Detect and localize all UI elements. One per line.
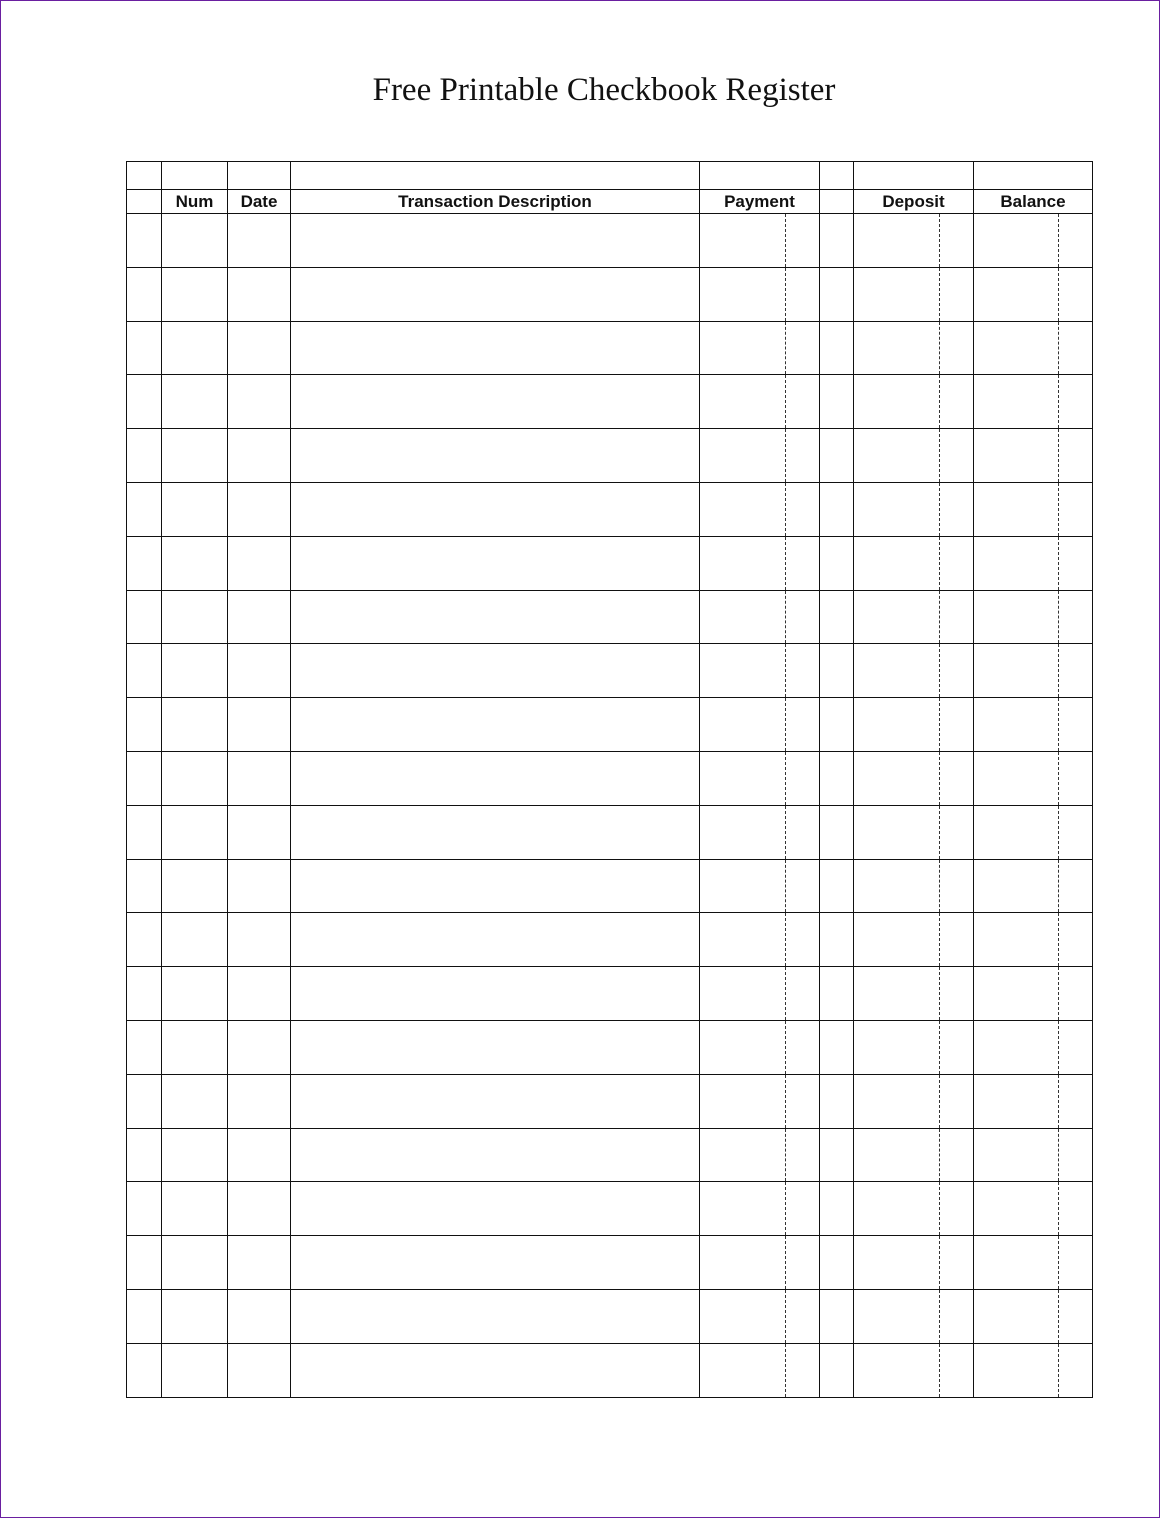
register-entry-row bbox=[127, 644, 1093, 698]
entry-cell-mark[interactable] bbox=[820, 1020, 854, 1074]
entry-cell-check[interactable] bbox=[127, 913, 162, 967]
top-cell-date bbox=[228, 162, 291, 190]
entry-cell-num[interactable] bbox=[162, 1074, 228, 1128]
top-cell-payment bbox=[700, 162, 820, 190]
entry-cell-balance[interactable] bbox=[974, 1020, 1093, 1074]
entry-cell-num[interactable] bbox=[162, 698, 228, 752]
top-cell-deposit bbox=[854, 162, 974, 190]
header-deposit: Deposit bbox=[854, 190, 974, 214]
header-payment: Payment bbox=[700, 190, 820, 214]
cents-divider-line bbox=[1058, 483, 1059, 536]
entry-cell-description[interactable] bbox=[291, 1236, 700, 1290]
entry-cell-num[interactable] bbox=[162, 751, 228, 805]
cents-divider-line bbox=[785, 1290, 786, 1343]
entry-cell-deposit[interactable] bbox=[854, 429, 974, 483]
entry-cell-description[interactable] bbox=[291, 913, 700, 967]
entry-cell-payment[interactable] bbox=[700, 1074, 820, 1128]
entry-cell-date[interactable] bbox=[228, 1128, 291, 1182]
entry-cell-num[interactable] bbox=[162, 375, 228, 429]
entry-cell-check[interactable] bbox=[127, 967, 162, 1021]
entry-cell-check[interactable] bbox=[127, 751, 162, 805]
entry-cell-deposit[interactable] bbox=[854, 967, 974, 1021]
cents-divider-line bbox=[939, 1290, 940, 1343]
top-cell-description bbox=[291, 162, 700, 190]
entry-cell-payment[interactable] bbox=[700, 590, 820, 644]
register-entry-row bbox=[127, 214, 1093, 268]
cents-divider-line bbox=[939, 322, 940, 375]
cents-divider-line bbox=[939, 913, 940, 966]
register-entry-row bbox=[127, 859, 1093, 913]
entry-cell-date[interactable] bbox=[228, 482, 291, 536]
entry-cell-balance[interactable] bbox=[974, 913, 1093, 967]
cents-divider-line bbox=[939, 214, 940, 267]
entry-cell-check[interactable] bbox=[127, 1074, 162, 1128]
cents-divider-line bbox=[785, 752, 786, 805]
entry-cell-balance[interactable] bbox=[974, 1236, 1093, 1290]
entry-cell-description[interactable] bbox=[291, 321, 700, 375]
entry-cell-balance[interactable] bbox=[974, 1128, 1093, 1182]
entry-cell-num[interactable] bbox=[162, 1182, 228, 1236]
cents-divider-line bbox=[785, 322, 786, 375]
entry-cell-check[interactable] bbox=[127, 482, 162, 536]
entry-cell-deposit[interactable] bbox=[854, 1128, 974, 1182]
entry-cell-date[interactable] bbox=[228, 536, 291, 590]
entry-cell-check[interactable] bbox=[127, 1128, 162, 1182]
entry-cell-deposit[interactable] bbox=[854, 1020, 974, 1074]
header-num: Num bbox=[162, 190, 228, 214]
entry-cell-balance[interactable] bbox=[974, 429, 1093, 483]
header-description: Transaction Description bbox=[291, 190, 700, 214]
entry-cell-deposit[interactable] bbox=[854, 267, 974, 321]
entry-cell-num[interactable] bbox=[162, 1020, 228, 1074]
top-cell-balance bbox=[974, 162, 1093, 190]
cents-divider-line bbox=[785, 1182, 786, 1235]
register-top-row bbox=[127, 162, 1093, 190]
checkbook-register-table bbox=[126, 161, 1093, 1398]
entry-cell-check[interactable] bbox=[127, 536, 162, 590]
entry-cell-date[interactable] bbox=[228, 375, 291, 429]
entry-cell-mark[interactable] bbox=[820, 1289, 854, 1343]
register-entry-row bbox=[127, 698, 1093, 752]
entry-cell-date[interactable] bbox=[228, 698, 291, 752]
entry-cell-check[interactable] bbox=[127, 1343, 162, 1397]
cents-divider-line bbox=[939, 860, 940, 913]
cents-divider-line bbox=[1058, 913, 1059, 966]
cents-divider-line bbox=[785, 1129, 786, 1182]
top-cell-check bbox=[127, 162, 162, 190]
register-entry-row bbox=[127, 375, 1093, 429]
entry-cell-deposit[interactable] bbox=[854, 1074, 974, 1128]
entry-cell-mark[interactable] bbox=[820, 429, 854, 483]
entry-cell-date[interactable] bbox=[228, 1182, 291, 1236]
cents-divider-line bbox=[939, 375, 940, 428]
entry-cell-deposit[interactable] bbox=[854, 482, 974, 536]
cents-divider-line bbox=[785, 860, 786, 913]
entry-cell-check[interactable] bbox=[127, 1182, 162, 1236]
cents-divider-line bbox=[785, 967, 786, 1020]
entry-cell-payment[interactable] bbox=[700, 1236, 820, 1290]
entry-cell-date[interactable] bbox=[228, 1074, 291, 1128]
cents-divider-line bbox=[785, 537, 786, 590]
register-entry-row bbox=[127, 805, 1093, 859]
header-balance: Balance bbox=[974, 190, 1093, 214]
entry-cell-mark[interactable] bbox=[820, 1343, 854, 1397]
entry-cell-payment[interactable] bbox=[700, 1289, 820, 1343]
register-header-row bbox=[127, 190, 1093, 214]
cents-divider-line bbox=[1058, 537, 1059, 590]
entry-cell-description[interactable] bbox=[291, 1343, 700, 1397]
entry-cell-num[interactable] bbox=[162, 1289, 228, 1343]
cents-divider-line bbox=[1058, 698, 1059, 751]
entry-cell-date[interactable] bbox=[228, 805, 291, 859]
cents-divider-line bbox=[1058, 591, 1059, 644]
entry-cell-description[interactable] bbox=[291, 751, 700, 805]
entry-cell-check[interactable] bbox=[127, 859, 162, 913]
entry-cell-description[interactable] bbox=[291, 698, 700, 752]
cents-divider-line bbox=[785, 429, 786, 482]
entry-cell-check[interactable] bbox=[127, 321, 162, 375]
entry-cell-description[interactable] bbox=[291, 1182, 700, 1236]
cents-divider-line bbox=[1058, 1290, 1059, 1343]
register-entry-row bbox=[127, 1020, 1093, 1074]
entry-cell-date[interactable] bbox=[228, 1289, 291, 1343]
entry-cell-deposit[interactable] bbox=[854, 698, 974, 752]
entry-cell-mark[interactable] bbox=[820, 1074, 854, 1128]
entry-cell-date[interactable] bbox=[228, 267, 291, 321]
entry-cell-date[interactable] bbox=[228, 967, 291, 1021]
entry-cell-description[interactable] bbox=[291, 859, 700, 913]
entry-cell-check[interactable] bbox=[127, 698, 162, 752]
entry-cell-balance[interactable] bbox=[974, 698, 1093, 752]
cents-divider-line bbox=[785, 214, 786, 267]
register-entry-row bbox=[127, 751, 1093, 805]
entry-cell-check[interactable] bbox=[127, 644, 162, 698]
cents-divider-line bbox=[939, 1129, 940, 1182]
entry-cell-description[interactable] bbox=[291, 644, 700, 698]
entry-cell-date[interactable] bbox=[228, 751, 291, 805]
entry-cell-description[interactable] bbox=[291, 1128, 700, 1182]
entry-cell-check[interactable] bbox=[127, 1236, 162, 1290]
entry-cell-payment[interactable] bbox=[700, 536, 820, 590]
register-entry-row bbox=[127, 913, 1093, 967]
cents-divider-line bbox=[1058, 860, 1059, 913]
cents-divider-line bbox=[785, 1075, 786, 1128]
entry-cell-balance[interactable] bbox=[974, 1182, 1093, 1236]
entry-cell-mark[interactable] bbox=[820, 321, 854, 375]
entry-cell-num[interactable] bbox=[162, 1128, 228, 1182]
entry-cell-mark[interactable] bbox=[820, 805, 854, 859]
entry-cell-deposit[interactable] bbox=[854, 590, 974, 644]
register-entry-row bbox=[127, 1236, 1093, 1290]
entry-cell-num[interactable] bbox=[162, 1236, 228, 1290]
cents-divider-line bbox=[939, 1021, 940, 1074]
entry-cell-deposit[interactable] bbox=[854, 375, 974, 429]
entry-cell-check[interactable] bbox=[127, 429, 162, 483]
entry-cell-deposit[interactable] bbox=[854, 536, 974, 590]
entry-cell-description[interactable] bbox=[291, 967, 700, 1021]
entry-cell-num[interactable] bbox=[162, 805, 228, 859]
entry-cell-deposit[interactable] bbox=[854, 913, 974, 967]
cents-divider-line bbox=[1058, 967, 1059, 1020]
entry-cell-mark[interactable] bbox=[820, 375, 854, 429]
cents-divider-line bbox=[1058, 1236, 1059, 1289]
entry-cell-mark[interactable] bbox=[820, 214, 854, 268]
register-entry-row bbox=[127, 1289, 1093, 1343]
entry-cell-mark[interactable] bbox=[820, 644, 854, 698]
entry-cell-balance[interactable] bbox=[974, 482, 1093, 536]
entry-cell-description[interactable] bbox=[291, 536, 700, 590]
cents-divider-line bbox=[785, 1344, 786, 1397]
cents-divider-line bbox=[785, 375, 786, 428]
entry-cell-date[interactable] bbox=[228, 1020, 291, 1074]
register-entry-row bbox=[127, 967, 1093, 1021]
entry-cell-deposit[interactable] bbox=[854, 805, 974, 859]
entry-cell-payment[interactable] bbox=[700, 375, 820, 429]
entry-cell-payment[interactable] bbox=[700, 1343, 820, 1397]
cents-divider-line bbox=[1058, 644, 1059, 697]
entry-cell-payment[interactable] bbox=[700, 214, 820, 268]
entry-cell-check[interactable] bbox=[127, 375, 162, 429]
register-entry-row bbox=[127, 482, 1093, 536]
entry-cell-balance[interactable] bbox=[974, 751, 1093, 805]
cents-divider-line bbox=[785, 268, 786, 321]
cents-divider-line bbox=[785, 1021, 786, 1074]
register-entry-row bbox=[127, 1343, 1093, 1397]
entry-cell-balance[interactable] bbox=[974, 590, 1093, 644]
header-mark bbox=[820, 190, 854, 214]
entry-cell-num[interactable] bbox=[162, 590, 228, 644]
entry-cell-deposit[interactable] bbox=[854, 1236, 974, 1290]
top-cell-mark bbox=[820, 162, 854, 190]
entry-cell-num[interactable] bbox=[162, 1343, 228, 1397]
entry-cell-num[interactable] bbox=[162, 267, 228, 321]
cents-divider-line bbox=[939, 698, 940, 751]
cents-divider-line bbox=[1058, 268, 1059, 321]
register-entry-row bbox=[127, 429, 1093, 483]
cents-divider-line bbox=[785, 644, 786, 697]
cents-divider-line bbox=[939, 429, 940, 482]
entry-cell-payment[interactable] bbox=[700, 482, 820, 536]
cents-divider-line bbox=[785, 591, 786, 644]
entry-cell-mark[interactable] bbox=[820, 913, 854, 967]
entry-cell-num[interactable] bbox=[162, 321, 228, 375]
entry-cell-balance[interactable] bbox=[974, 1343, 1093, 1397]
entry-cell-payment[interactable] bbox=[700, 267, 820, 321]
entry-cell-deposit[interactable] bbox=[854, 859, 974, 913]
entry-cell-payment[interactable] bbox=[700, 859, 820, 913]
cents-divider-line bbox=[785, 483, 786, 536]
cents-divider-line bbox=[1058, 322, 1059, 375]
entry-cell-balance[interactable] bbox=[974, 375, 1093, 429]
entry-cell-deposit[interactable] bbox=[854, 1182, 974, 1236]
cents-divider-line bbox=[785, 806, 786, 859]
cents-divider-line bbox=[785, 913, 786, 966]
entry-cell-date[interactable] bbox=[228, 214, 291, 268]
entry-cell-mark[interactable] bbox=[820, 859, 854, 913]
entry-cell-description[interactable] bbox=[291, 214, 700, 268]
entry-cell-payment[interactable] bbox=[700, 321, 820, 375]
entry-cell-payment[interactable] bbox=[700, 805, 820, 859]
entry-cell-deposit[interactable] bbox=[854, 644, 974, 698]
entry-cell-mark[interactable] bbox=[820, 536, 854, 590]
cents-divider-line bbox=[1058, 1344, 1059, 1397]
entry-cell-description[interactable] bbox=[291, 1074, 700, 1128]
entry-cell-num[interactable] bbox=[162, 967, 228, 1021]
entry-cell-check[interactable] bbox=[127, 1020, 162, 1074]
header-check bbox=[127, 190, 162, 214]
entry-cell-date[interactable] bbox=[228, 590, 291, 644]
register-entry-row bbox=[127, 536, 1093, 590]
cents-divider-line bbox=[785, 698, 786, 751]
entry-cell-num[interactable] bbox=[162, 859, 228, 913]
entry-cell-balance[interactable] bbox=[974, 859, 1093, 913]
cents-divider-line bbox=[939, 1344, 940, 1397]
entry-cell-date[interactable] bbox=[228, 1343, 291, 1397]
entry-cell-date[interactable] bbox=[228, 1236, 291, 1290]
entry-cell-balance[interactable] bbox=[974, 214, 1093, 268]
cents-divider-line bbox=[1058, 1075, 1059, 1128]
cents-divider-line bbox=[1058, 806, 1059, 859]
cents-divider-line bbox=[1058, 1182, 1059, 1235]
entry-cell-balance[interactable] bbox=[974, 321, 1093, 375]
entry-cell-description[interactable] bbox=[291, 1020, 700, 1074]
cents-divider-line bbox=[939, 752, 940, 805]
entry-cell-check[interactable] bbox=[127, 267, 162, 321]
entry-cell-date[interactable] bbox=[228, 429, 291, 483]
register-entry-row bbox=[127, 1074, 1093, 1128]
entry-cell-description[interactable] bbox=[291, 482, 700, 536]
cents-divider-line bbox=[785, 1236, 786, 1289]
cents-divider-line bbox=[939, 644, 940, 697]
register-entry-row bbox=[127, 1182, 1093, 1236]
entry-cell-mark[interactable] bbox=[820, 1128, 854, 1182]
entry-cell-deposit[interactable] bbox=[854, 1343, 974, 1397]
cents-divider-line bbox=[939, 967, 940, 1020]
entry-cell-description[interactable] bbox=[291, 1289, 700, 1343]
cents-divider-line bbox=[939, 1075, 940, 1128]
cents-divider-line bbox=[1058, 1021, 1059, 1074]
entry-cell-check[interactable] bbox=[127, 590, 162, 644]
entry-cell-date[interactable] bbox=[228, 321, 291, 375]
cents-divider-line bbox=[939, 591, 940, 644]
cents-divider-line bbox=[1058, 752, 1059, 805]
register-entry-row bbox=[127, 267, 1093, 321]
cents-divider-line bbox=[939, 268, 940, 321]
cents-divider-line bbox=[1058, 214, 1059, 267]
cents-divider-line bbox=[1058, 1129, 1059, 1182]
entry-cell-check[interactable] bbox=[127, 805, 162, 859]
entry-cell-deposit[interactable] bbox=[854, 214, 974, 268]
entry-cell-deposit[interactable] bbox=[854, 1289, 974, 1343]
entry-cell-mark[interactable] bbox=[820, 267, 854, 321]
entry-cell-mark[interactable] bbox=[820, 1236, 854, 1290]
entry-cell-mark[interactable] bbox=[820, 590, 854, 644]
entry-cell-description[interactable] bbox=[291, 375, 700, 429]
entry-cell-check[interactable] bbox=[127, 1289, 162, 1343]
entry-cell-mark[interactable] bbox=[820, 698, 854, 752]
entry-cell-balance[interactable] bbox=[974, 644, 1093, 698]
entry-cell-num[interactable] bbox=[162, 429, 228, 483]
entry-cell-mark[interactable] bbox=[820, 1182, 854, 1236]
entry-cell-balance[interactable] bbox=[974, 536, 1093, 590]
entry-cell-balance[interactable] bbox=[974, 1289, 1093, 1343]
entry-cell-payment[interactable] bbox=[700, 429, 820, 483]
cents-divider-line bbox=[939, 483, 940, 536]
register-entry-row bbox=[127, 1128, 1093, 1182]
entry-cell-balance[interactable] bbox=[974, 1074, 1093, 1128]
header-date: Date bbox=[228, 190, 291, 214]
entry-cell-deposit[interactable] bbox=[854, 751, 974, 805]
entry-cell-num[interactable] bbox=[162, 913, 228, 967]
cents-divider-line bbox=[939, 806, 940, 859]
entry-cell-payment[interactable] bbox=[700, 698, 820, 752]
entry-cell-payment[interactable] bbox=[700, 967, 820, 1021]
cents-divider-line bbox=[1058, 429, 1059, 482]
entry-cell-description[interactable] bbox=[291, 267, 700, 321]
page-title: Free Printable Checkbook Register bbox=[372, 72, 836, 108]
entry-cell-balance[interactable] bbox=[974, 267, 1093, 321]
entry-cell-payment[interactable] bbox=[700, 751, 820, 805]
cents-divider-line bbox=[939, 537, 940, 590]
entry-cell-payment[interactable] bbox=[700, 644, 820, 698]
entry-cell-num[interactable] bbox=[162, 482, 228, 536]
entry-cell-mark[interactable] bbox=[820, 751, 854, 805]
entry-cell-balance[interactable] bbox=[974, 805, 1093, 859]
entry-cell-date[interactable] bbox=[228, 859, 291, 913]
entry-cell-balance[interactable] bbox=[974, 967, 1093, 1021]
entry-cell-num[interactable] bbox=[162, 644, 228, 698]
entry-cell-deposit[interactable] bbox=[854, 321, 974, 375]
entry-cell-payment[interactable] bbox=[700, 1182, 820, 1236]
entry-cell-num[interactable] bbox=[162, 214, 228, 268]
entry-cell-description[interactable] bbox=[291, 805, 700, 859]
entry-cell-date[interactable] bbox=[228, 644, 291, 698]
entry-cell-description[interactable] bbox=[291, 429, 700, 483]
entry-cell-mark[interactable] bbox=[820, 967, 854, 1021]
register-entry-row bbox=[127, 590, 1093, 644]
entry-cell-date[interactable] bbox=[228, 913, 291, 967]
entry-cell-payment[interactable] bbox=[700, 1128, 820, 1182]
cents-divider-line bbox=[1058, 375, 1059, 428]
register-entry-row bbox=[127, 321, 1093, 375]
entry-cell-payment[interactable] bbox=[700, 913, 820, 967]
entry-cell-num[interactable] bbox=[162, 536, 228, 590]
cents-divider-line bbox=[939, 1236, 940, 1289]
cents-divider-line bbox=[939, 1182, 940, 1235]
top-cell-num bbox=[162, 162, 228, 190]
entry-cell-description[interactable] bbox=[291, 590, 700, 644]
entry-cell-payment[interactable] bbox=[700, 1020, 820, 1074]
entry-cell-check[interactable] bbox=[127, 214, 162, 268]
entry-cell-mark[interactable] bbox=[820, 482, 854, 536]
